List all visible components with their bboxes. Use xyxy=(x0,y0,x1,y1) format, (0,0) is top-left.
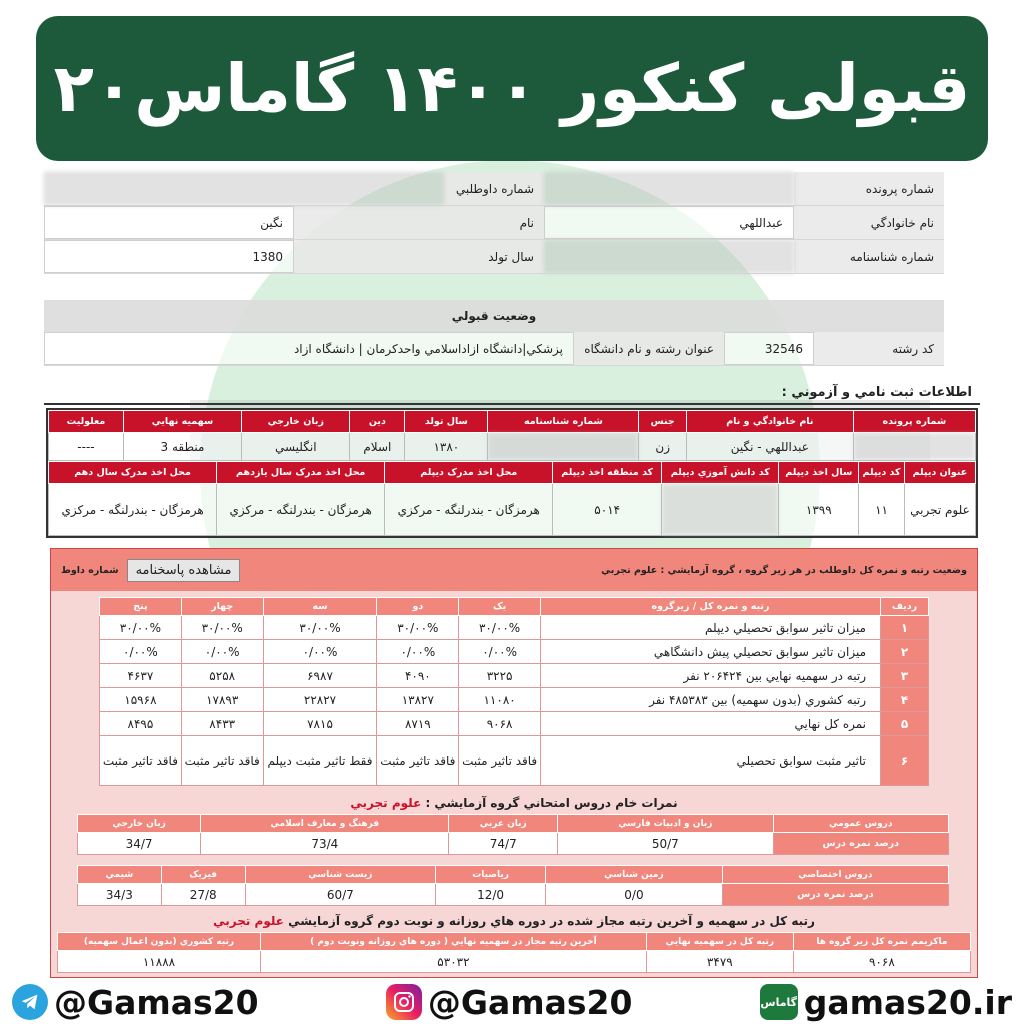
last-name-label: نام خانوادگي xyxy=(794,206,944,239)
website-text: gamas20.ir xyxy=(803,982,1012,1022)
col-header: عنوان ديپلم xyxy=(904,462,975,484)
table-cell: ۳۰/۰۰% xyxy=(459,616,541,640)
raw-scores-group: علوم تجربي xyxy=(350,796,422,810)
table-cell: فاقد تاثير مثبت xyxy=(459,736,541,786)
col-header: سال تولد xyxy=(405,411,488,433)
col-header: شماره شناسنامه xyxy=(488,411,639,433)
table-row xyxy=(100,664,929,688)
header-row xyxy=(78,815,949,833)
col-header: زمين شناسي xyxy=(546,866,723,884)
table-cell: 34/3 xyxy=(78,884,162,906)
table-cell: ۹۰۶۸ xyxy=(793,951,970,973)
table-cell: ۳۰/۰۰% xyxy=(181,616,263,640)
table-cell: ۰/۰۰% xyxy=(459,640,541,664)
special-scores-table xyxy=(77,865,949,906)
table-cell: 27/8 xyxy=(161,884,245,906)
row-label: ميزان تاثير سوابق تحصيلي ديپلم xyxy=(541,616,881,640)
table-row xyxy=(100,736,929,786)
col-header: معلوليت xyxy=(49,411,124,433)
table-cell: 60/7 xyxy=(245,884,435,906)
instagram-text: @Gamas20 xyxy=(427,982,633,1022)
final-rank-title xyxy=(51,914,977,928)
col-header: کد ديپلم xyxy=(859,462,905,484)
registration-table-1 xyxy=(48,410,976,461)
row-label: درصد نمره درس xyxy=(773,833,948,855)
table-row xyxy=(78,833,949,855)
table-cell: علوم تجربي xyxy=(904,484,975,536)
rank-header xyxy=(51,549,977,591)
form-row-field xyxy=(44,332,944,366)
id-no-label: شماره شناسنامه xyxy=(794,240,944,273)
header-row xyxy=(49,462,976,484)
col-header: فيزيک xyxy=(161,866,245,884)
final-rank-table xyxy=(57,932,971,973)
first-name-label: نام xyxy=(294,206,544,239)
col-header: دو xyxy=(377,598,459,616)
col-header: سال اخذ ديپلم xyxy=(779,462,859,484)
table-cell: ۱۳۸۲۷ xyxy=(377,688,459,712)
table-row xyxy=(49,433,976,461)
table-cell: ۵۳۰۳۲ xyxy=(260,951,646,973)
view-answer-sheet-button[interactable]: مشاهده پاسخنامه xyxy=(127,559,241,582)
table-row xyxy=(100,640,929,664)
registration-title: اطلاعات ثبت نامي و آزموني : xyxy=(44,382,980,405)
table-cell: ۸۴۳۳ xyxy=(181,712,263,736)
table-cell: ۴۰۹۰ xyxy=(377,664,459,688)
table-cell: ۴۶۳۷ xyxy=(100,664,182,688)
candidate-no-value xyxy=(44,172,444,205)
field-code-value: 32546 xyxy=(724,332,814,365)
raw-scores-title-text: نمرات خام دروس امتحاني گروه آزمايشي : xyxy=(425,796,678,810)
table-cell: ۱۳۸۰ xyxy=(405,433,488,461)
table-cell: ۰/۰۰% xyxy=(100,640,182,664)
table-cell: 73/4 xyxy=(201,833,449,855)
rank-header-controls xyxy=(61,559,240,582)
col-header: سهميه نهايي xyxy=(123,411,241,433)
table-row xyxy=(100,688,929,712)
footer xyxy=(0,980,1024,1024)
table-row xyxy=(49,484,976,536)
table-cell: ---- xyxy=(49,433,124,461)
table-cell: هرمزگان - بندرلنگه - مرکزي xyxy=(217,484,385,536)
cell-file-no xyxy=(853,433,975,461)
col-header: زبان خارجي xyxy=(242,411,350,433)
table-cell: فاقد تاثير مثبت xyxy=(100,736,182,786)
telegram-handle[interactable] xyxy=(12,983,259,1022)
row-number: ۵ xyxy=(881,712,929,736)
rank-table xyxy=(99,597,929,786)
row-label: رتبه کشوري (بدون سهميه) بين ۴۸۵۳۸۳ نفر xyxy=(541,688,881,712)
file-no-label: شماره پرونده xyxy=(794,172,944,205)
rank-section xyxy=(50,548,978,978)
table-row xyxy=(78,884,949,906)
logo-text: گاماس xyxy=(760,995,798,1009)
table-cell: عبداللهي - نگين xyxy=(686,433,853,461)
field-name-value: پزشکي|دانشگاه ازاداسلامي واحدکرمان | دانشگاه ازاد xyxy=(44,332,574,365)
col-header: زبان خارجي xyxy=(78,815,201,833)
table-row xyxy=(58,951,971,973)
table-cell: ۳۰/۰۰% xyxy=(263,616,377,640)
col-header: ماکزيمم نمره کل زير گروه ها xyxy=(793,933,970,951)
header-row xyxy=(100,598,929,616)
raw-scores-title xyxy=(51,796,977,810)
field-name-label: عنوان رشته و نام دانشگاه xyxy=(574,332,724,365)
telegram-icon xyxy=(12,984,48,1020)
table-cell: ۳۴۷۹ xyxy=(646,951,793,973)
table-cell: هرمزگان - بندرلنگه - مرکزي xyxy=(385,484,553,536)
header-row xyxy=(78,866,949,884)
table-cell: 12/0 xyxy=(436,884,546,906)
row-number: ۱ xyxy=(881,616,929,640)
final-rank-title-text: رتبه کل در سهميه و آخرين رتبه مجاز شده در دوره هاي روزانه و نوبت دوم گروه آزمايشي xyxy=(288,914,815,928)
row-number: ۴ xyxy=(881,688,929,712)
col-header: دروس اختصاصي xyxy=(722,866,948,884)
table-cell: انگليسي xyxy=(242,433,350,461)
col-header: کد منطقه اخذ ديپلم xyxy=(553,462,662,484)
row-label: رتبه در سهميه نهايي بين ۲۰۶۴۲۴ نفر xyxy=(541,664,881,688)
col-header: زبان عربي xyxy=(449,815,558,833)
col-header: شماره پرونده xyxy=(853,411,975,433)
table-cell: فاقد تاثير مثبت xyxy=(181,736,263,786)
col-header: رتبه کشوري (بدون اعمال سهميه) xyxy=(58,933,261,951)
col-header: دين xyxy=(350,411,405,433)
header-row xyxy=(49,411,976,433)
final-rank-group: علوم تجربي xyxy=(213,914,284,928)
col-header: دروس عمومي xyxy=(773,815,948,833)
cell-student-code xyxy=(662,484,779,536)
table-row xyxy=(100,712,929,736)
table-cell: ۱۱۰۸۰ xyxy=(459,688,541,712)
table-row xyxy=(100,616,929,640)
table-cell: ۰/۰۰% xyxy=(181,640,263,664)
col-header: يک xyxy=(459,598,541,616)
form-row-name xyxy=(44,206,944,240)
field-code-label: کد رشته xyxy=(814,332,944,365)
instagram-handle[interactable] xyxy=(386,983,633,1022)
birth-year-value: 1380 xyxy=(44,240,294,273)
table-cell: ۵۰۱۴ xyxy=(553,484,662,536)
row-label: درصد نمره درس xyxy=(722,884,948,906)
col-header: رتبه کل در سهميه نهايي xyxy=(646,933,793,951)
col-header: محل اخذ مدرک سال دهم xyxy=(49,462,217,484)
cell-id-no xyxy=(488,433,639,461)
website-link[interactable] xyxy=(760,983,1012,1022)
table-cell: ۳۲۲۵ xyxy=(459,664,541,688)
header-row xyxy=(58,933,971,951)
table-cell: ۳۰/۰۰% xyxy=(377,616,459,640)
row-label: نمره کل نهايي xyxy=(541,712,881,736)
registration-table-2 xyxy=(48,461,976,536)
col-header: چهار xyxy=(181,598,263,616)
candidate-no-label: شماره داوطلبي xyxy=(444,172,544,205)
table-cell: فاقد تاثير مثبت xyxy=(377,736,459,786)
title-banner xyxy=(36,16,988,161)
table-cell: ۹۰۶۸ xyxy=(459,712,541,736)
table-cell: اسلام xyxy=(350,433,405,461)
rank-table-wrap xyxy=(99,597,929,786)
col-header: آخرين رتبه مجاز در سهميه نهايي ( دوره هاي روزانه ونوبت دوم ) xyxy=(260,933,646,951)
table-cell: ۵۲۵۸ xyxy=(181,664,263,688)
id-no-value xyxy=(544,240,794,273)
row-number: ۶ xyxy=(881,736,929,786)
table-cell: 34/7 xyxy=(78,833,201,855)
col-header: فرهنگ و معارف اسلامي xyxy=(201,815,449,833)
table-cell: ۳۰/۰۰% xyxy=(100,616,182,640)
table-cell: ۸۷۱۹ xyxy=(377,712,459,736)
candidate-label: شماره داوط xyxy=(61,564,119,576)
table-cell: 74/7 xyxy=(449,833,558,855)
table-cell: فقط تاثير مثبت ديپلم xyxy=(263,736,377,786)
table-cell: ۱۳۹۹ xyxy=(779,484,859,536)
table-cell: ۰/۰۰% xyxy=(263,640,377,664)
row-label: ميزان تاثير سوابق تحصيلي پيش دانشگاهي xyxy=(541,640,881,664)
col-header: رتبه و نمره کل / زيرگروه xyxy=(541,598,881,616)
rank-header-text: وضعيت رتبه و نمره کل داوطلب در هر زير گروه ، گروه آزمايشي : علوم تجربي xyxy=(601,564,967,576)
registration-tables xyxy=(46,408,978,538)
last-name-value: عبداللهي xyxy=(544,206,794,239)
col-header: پنج xyxy=(100,598,182,616)
table-cell: ۶۹۸۷ xyxy=(263,664,377,688)
birth-year-label: سال تولد xyxy=(294,240,544,273)
form-row-file xyxy=(44,172,944,206)
table-cell: منطقه 3 xyxy=(123,433,241,461)
col-header: سه xyxy=(263,598,377,616)
candidate-info-form xyxy=(44,172,944,366)
col-header: کد دانش آموزي ديپلم xyxy=(662,462,779,484)
first-name-value: نگين xyxy=(44,206,294,239)
table-cell: هرمزگان - بندرلنگه - مرکزي xyxy=(49,484,217,536)
col-header: جنس xyxy=(639,411,687,433)
gamas-logo-icon xyxy=(760,984,798,1020)
col-header: رديف xyxy=(881,598,929,616)
telegram-text: @Gamas20 xyxy=(54,982,259,1022)
table-cell: ۲۲۸۲۷ xyxy=(263,688,377,712)
col-header: محل اخذ مدرک ديپلم xyxy=(385,462,553,484)
form-row-id xyxy=(44,240,944,274)
file-no-value xyxy=(544,172,794,205)
row-label: تاثير مثبت سوابق تحصيلي xyxy=(541,736,881,786)
table-cell: ۸۴۹۵ xyxy=(100,712,182,736)
table-cell: ۱۵۹۶۸ xyxy=(100,688,182,712)
table-cell: ۷۸۱۵ xyxy=(263,712,377,736)
table-cell: 50/7 xyxy=(558,833,773,855)
col-header: زبان و ادبيات فارسي xyxy=(558,815,773,833)
col-header: رياضيات xyxy=(436,866,546,884)
table-cell: 0/0 xyxy=(546,884,723,906)
banner-title: قبولی کنکور ۱۴۰۰ گاماس۲۰ xyxy=(53,50,971,127)
row-number: ۳ xyxy=(881,664,929,688)
row-number: ۲ xyxy=(881,640,929,664)
col-header: نام خانوادگي و نام xyxy=(686,411,853,433)
table-cell: ۱۱۸۸۸ xyxy=(58,951,261,973)
table-cell: زن xyxy=(639,433,687,461)
table-cell: ۱۷۸۹۳ xyxy=(181,688,263,712)
table-cell: ۰/۰۰% xyxy=(377,640,459,664)
table-cell: ۱۱ xyxy=(859,484,905,536)
col-header: شيمي xyxy=(78,866,162,884)
admission-status-heading: وضعيت قبولي xyxy=(44,300,944,332)
col-header: محل اخذ مدرک سال يازدهم xyxy=(217,462,385,484)
general-scores-table xyxy=(77,814,949,855)
instagram-icon xyxy=(386,984,422,1020)
col-header: زيست شناسي xyxy=(245,866,435,884)
